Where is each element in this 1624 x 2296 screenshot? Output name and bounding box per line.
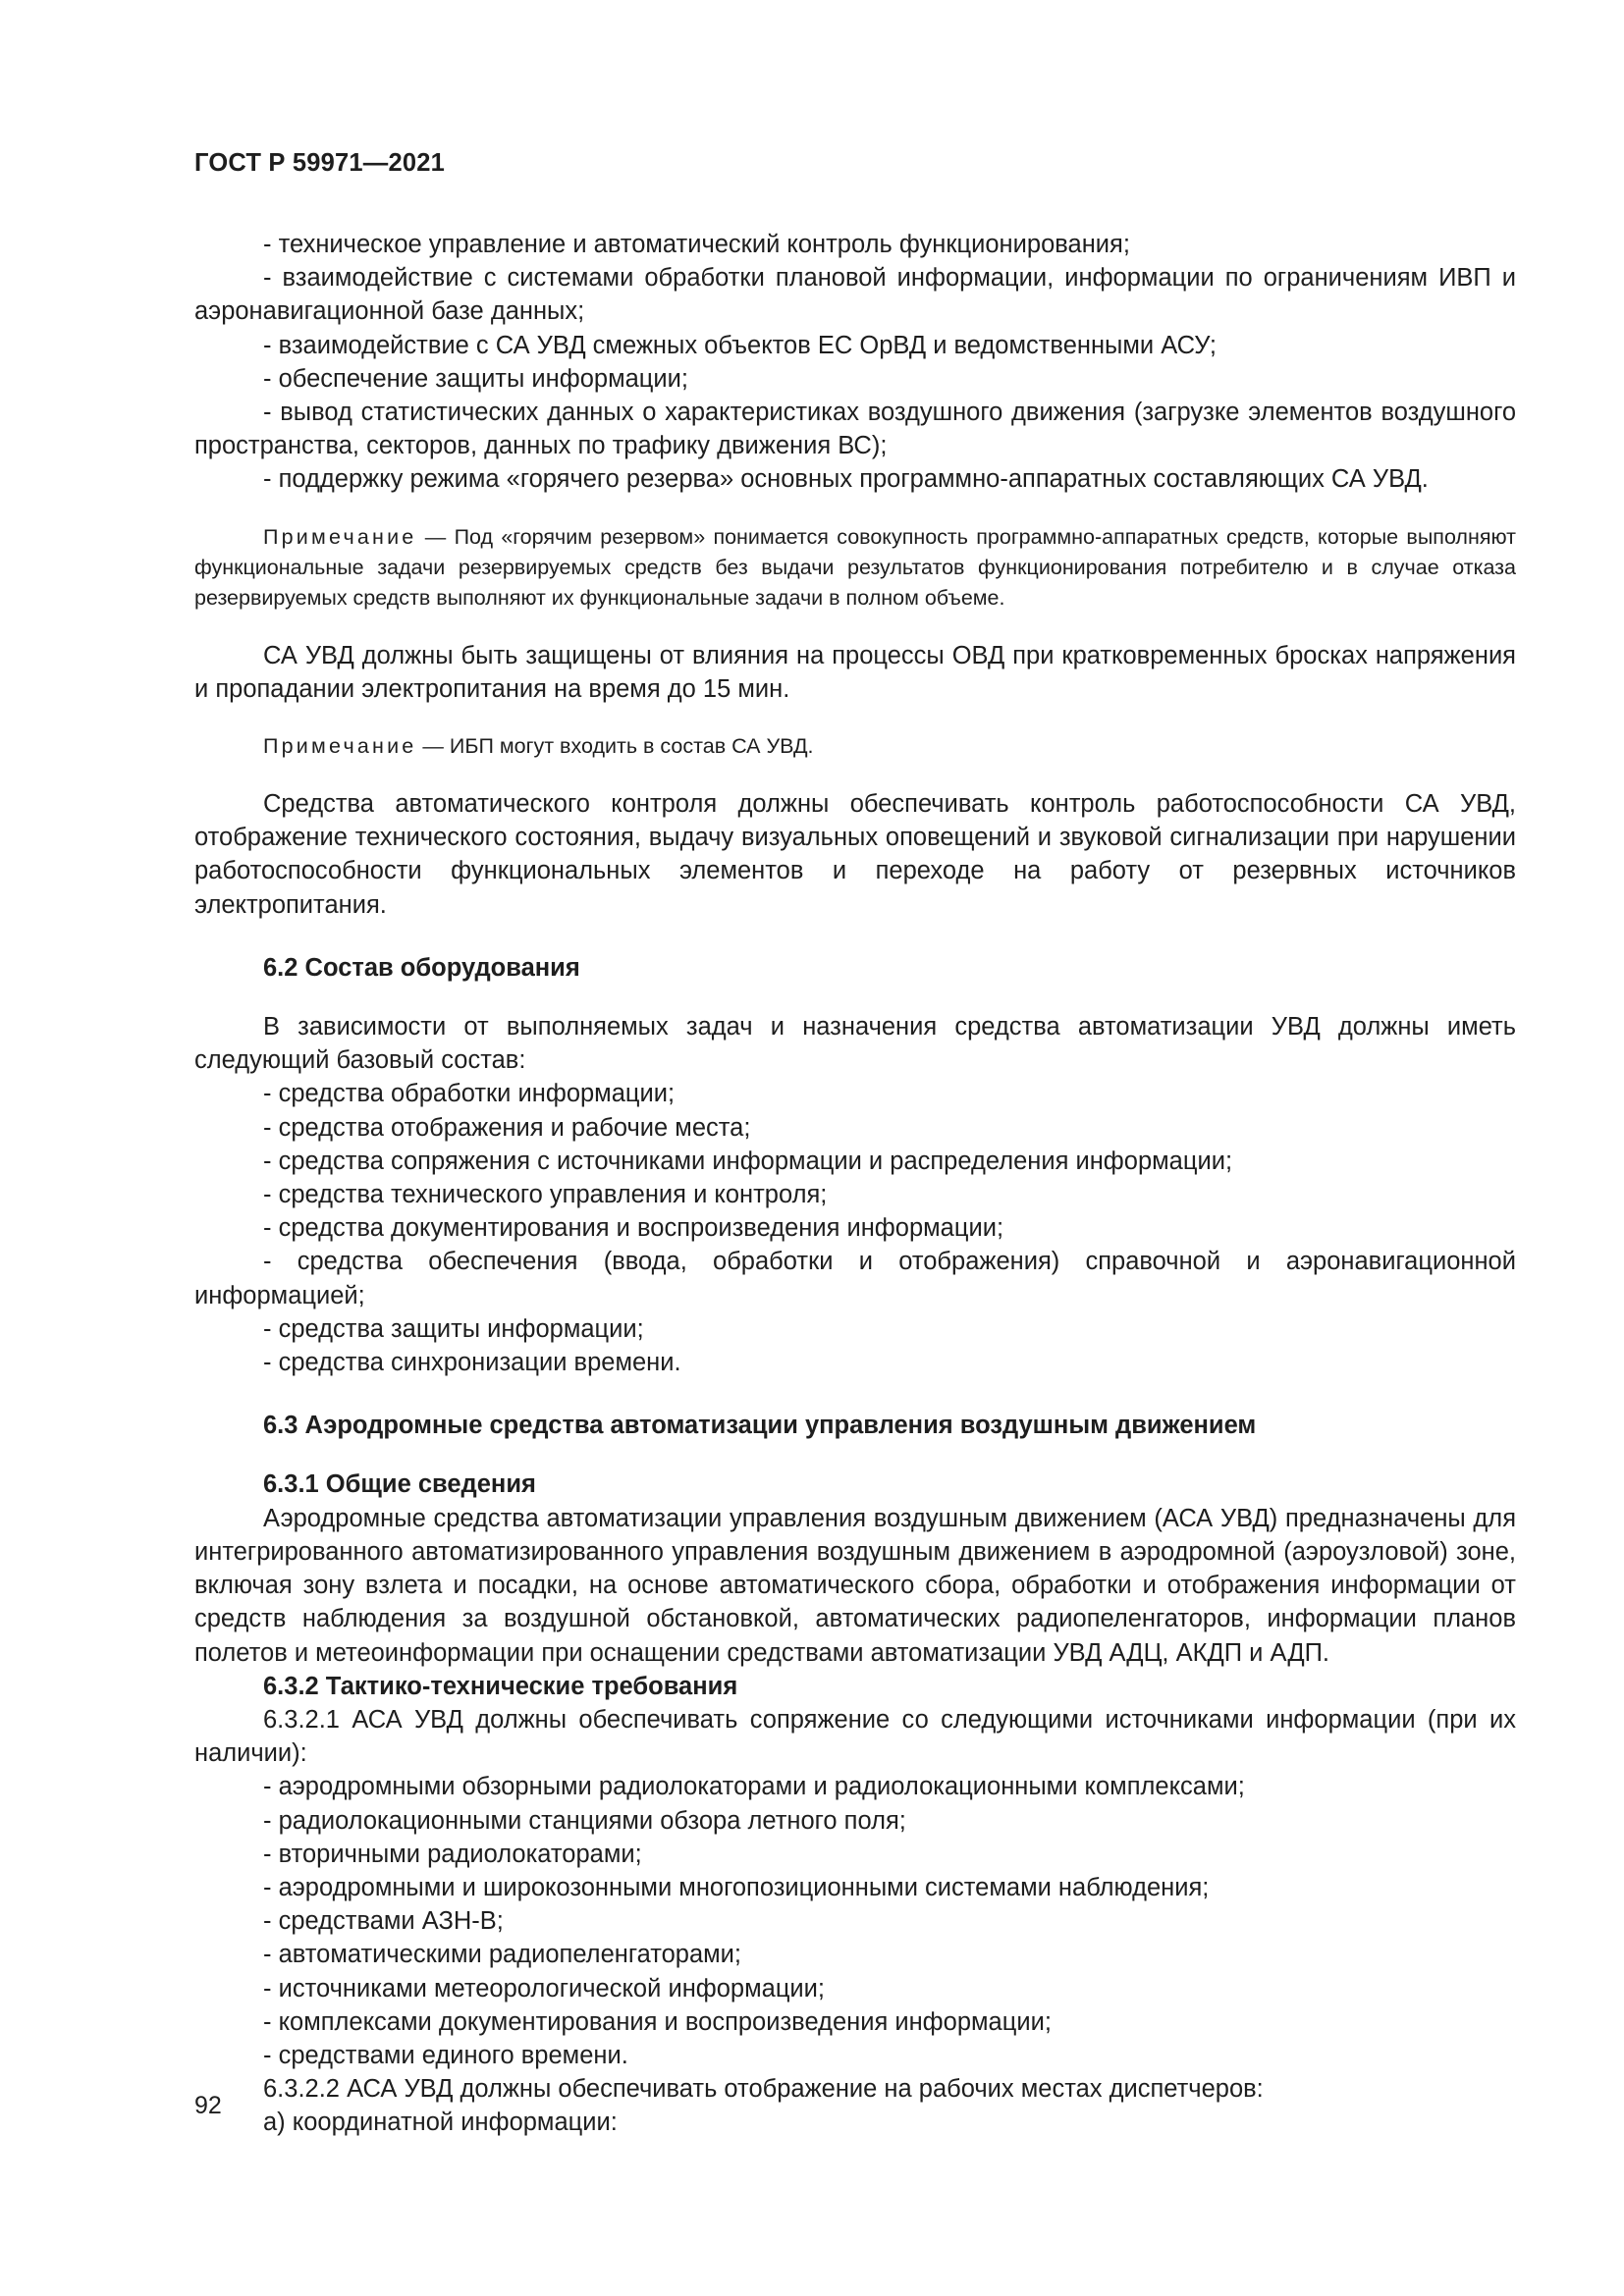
paragraph: Средства автоматического контроля должны обеспечивать контроль работоспособности СА УВД, отображение технического состояния, выдачу визуальных оповещений и звуковой сигнализации при нарушении работоспособности функциональных элементов и переходе на работу от резервных источников электропитания.	[194, 790, 1516, 919]
note-text: — ИБП могут входить в состав СА УВД.	[416, 734, 814, 759]
section-heading: 6.3 Аэродромные средства автоматизации управления воздушным движением	[263, 1412, 1257, 1440]
list-item: - вторичными радиолокаторами;	[263, 1840, 642, 1868]
paragraph: а) координатной информации:	[263, 2109, 618, 2137]
document-header: ГОСТ Р 59971—2021	[194, 149, 446, 177]
list-item: - аэродромными и широкозонными многопозиционными системами наблюдения;	[263, 1873, 1210, 1901]
list-item: - автоматическими радиопеленгаторами;	[263, 1941, 741, 1969]
subsection-heading: 6.3.1 Общие сведения	[263, 1470, 536, 1499]
list-item: - средства синхронизации времени.	[263, 1349, 681, 1377]
list-item: - техническое управление и автоматический контроль функционирования;	[263, 231, 1130, 258]
list-item: - средства сопряжения с источниками информации и распределения информации;	[263, 1147, 1233, 1175]
list-item: - источниками метеорологической информации;	[263, 1974, 826, 2002]
list-item: - средствами единого времени.	[263, 2041, 628, 2069]
list-item: - средства защиты информации;	[263, 1314, 644, 1343]
list-item: - средства отображения и рабочие места;	[263, 1113, 751, 1142]
paragraph: СА УВД должны быть защищены от влияния на процессы ОВД при кратковременных бросках напряжения и пропадании электропитания на время до 15 мин.	[194, 641, 1516, 703]
list-item: - взаимодействие с СА УВД смежных объектов ЕС ОрВД и ведомственными АСУ;	[263, 331, 1217, 359]
note-paragraph	[194, 522, 1516, 614]
paragraph: 6.3.2.2 АСА УВД должны обеспечивать отображение на рабочих местах диспетчеров:	[263, 2075, 1264, 2104]
list-item: - взаимодействие с системами обработки плановой информации, информации по ограничениям ИВП и аэронавигационной базе данных;	[194, 264, 1516, 326]
list-item: - вывод статистических данных о характеристиках воздушного движения (загрузке элементов воздушного пространства, секторов, данных по трафику движения ВС);	[194, 399, 1516, 460]
list-item: - поддержку режима «горячего резерва» основных программно-аппаратных составляющих СА УВД.	[263, 465, 1429, 494]
paragraph: Аэродромные средства автоматизации управления воздушным движением (АСА УВД) предназначены для интегрированного автоматизированного управления воздушным движением в аэродромной (аэроузловой) зоне, включая зону взлета и посадки, на основе автоматического сбора, обработки и отображения информации от средств наблюдения за воздушной обстановкой, автоматических радиопеленгаторов, информации планов полетов и метеоинформации при оснащении средствами автоматизации УВД АДЦ, АКДП и АДП.	[194, 1504, 1516, 1667]
list-item: - комплексами документирования и воспроизведения информации;	[263, 2007, 1052, 2036]
note-label: Примечание	[263, 734, 417, 759]
section-heading: 6.2 Состав оборудования	[263, 953, 580, 982]
list-item: - средства технического управления и контроля;	[263, 1181, 828, 1209]
note-label: Примечание	[263, 524, 417, 549]
document-body	[194, 228, 1516, 2140]
note-text: — Под «горячим резервом» понимается совокупность программно-аппаратных средств, которые выполняют функциональные задачи резервируемых средств без выдачи результатов функционирования потребителю и в случае отказа резервируемых средств выполняют их функциональные задачи в полном объеме.	[194, 524, 1516, 610]
list-item: - средства документирования и воспроизведения информации;	[263, 1214, 1004, 1243]
list-item: - аэродромными обзорными радиолокаторами и радиолокационными комплексами;	[263, 1773, 1245, 1801]
list-item: - средствами АЗН-В;	[263, 1907, 504, 1936]
list-item: - радиолокационными станциями обзора летного поля;	[263, 1806, 906, 1835]
paragraph: 6.3.2.1 АСА УВД должны обеспечивать сопряжение со следующими источниками информации (при их наличии):	[194, 1705, 1516, 1768]
note-paragraph	[194, 731, 1516, 762]
list-item: - средства обеспечения (ввода, обработки и отображения) справочной и аэронавигационной информацией;	[194, 1248, 1516, 1309]
subsection-heading: 6.3.2 Тактико-технические требования	[263, 1672, 738, 1700]
paragraph: В зависимости от выполняемых задач и назначения средства автоматизации УВД должны иметь следующий базовый состав:	[194, 1013, 1516, 1075]
page-number: 92	[194, 2092, 222, 2119]
list-item: - обеспечение защиты информации;	[263, 364, 688, 393]
list-item: - средства обработки информации;	[263, 1080, 676, 1108]
